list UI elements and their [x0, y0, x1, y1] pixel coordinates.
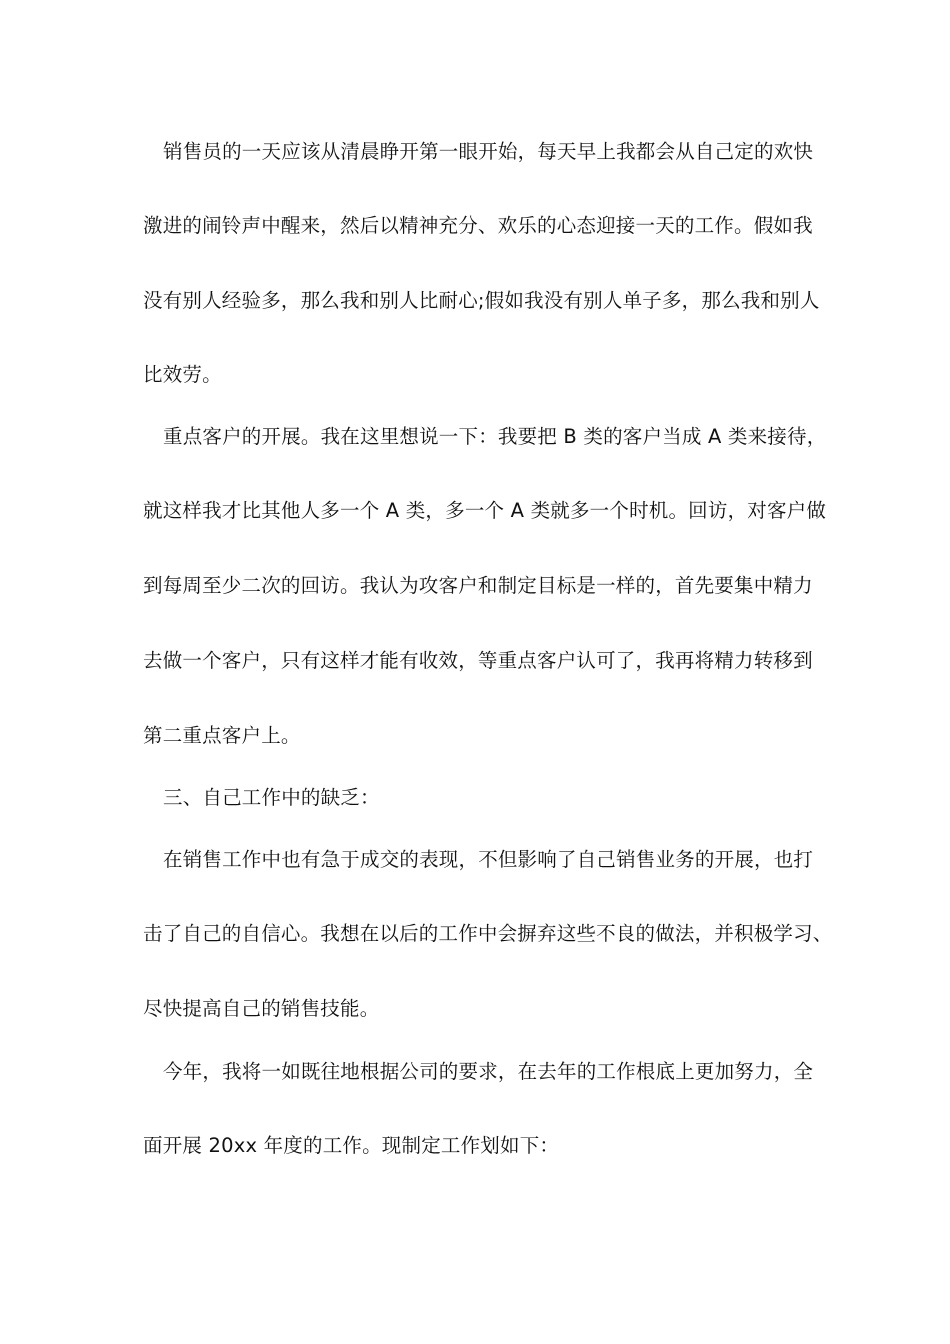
paragraph-2-line-3: 到每周至少二次的回访。我认为攻客户和制定目标是一样的，首先要集中精力 — [143, 574, 813, 597]
paragraph-2-line-2: 就这样我才比其他人多一个 A 类，多一个 A 类就多一个时机。回访，对客户做 — [143, 499, 827, 522]
paragraph-2-line-4: 去做一个客户，只有这样才能有收效，等重点客户认可了，我再将精力转移到 — [143, 649, 813, 672]
paragraph-4-line-2: 面开展 20xx 年度的工作。现制定工作划如下： — [143, 1134, 560, 1157]
paragraph-1-line-1: 销售员的一天应该从清晨睁开第一眼开始，每天早上我都会从自己定的欢快 — [163, 140, 814, 163]
paragraph-3-line-2: 击了自己的自信心。我想在以后的工作中会摒弃这些不良的做法，并积极学习、 — [143, 922, 833, 945]
paragraph-1-line-4: 比效劳。 — [143, 363, 222, 386]
paragraph-3-line-3: 尽快提高自己的销售技能。 — [143, 997, 380, 1020]
section-heading: 三、自己工作中的缺乏： — [163, 786, 380, 809]
paragraph-4-line-1: 今年，我将一如既往地根据公司的要求，在去年的工作根底上更加努力，全 — [163, 1060, 814, 1083]
paragraph-3-line-1: 在销售工作中也有急于成交的表现，不但影响了自己销售业务的开展，也打 — [163, 848, 814, 871]
paragraph-1-line-3: 没有别人经验多，那么我和别人比耐心;假如我没有别人单子多，那么我和别人 — [143, 289, 820, 312]
paragraph-1-line-2: 激进的闹铃声中醒来，然后以精神充分、欢乐的心态迎接一天的工作。假如我 — [143, 214, 813, 237]
paragraph-2-line-1: 重点客户的开展。我在这里想说一下：我要把 B 类的客户当成 A 类来接待， — [163, 425, 827, 448]
paragraph-2-line-5: 第二重点客户上。 — [143, 724, 301, 747]
